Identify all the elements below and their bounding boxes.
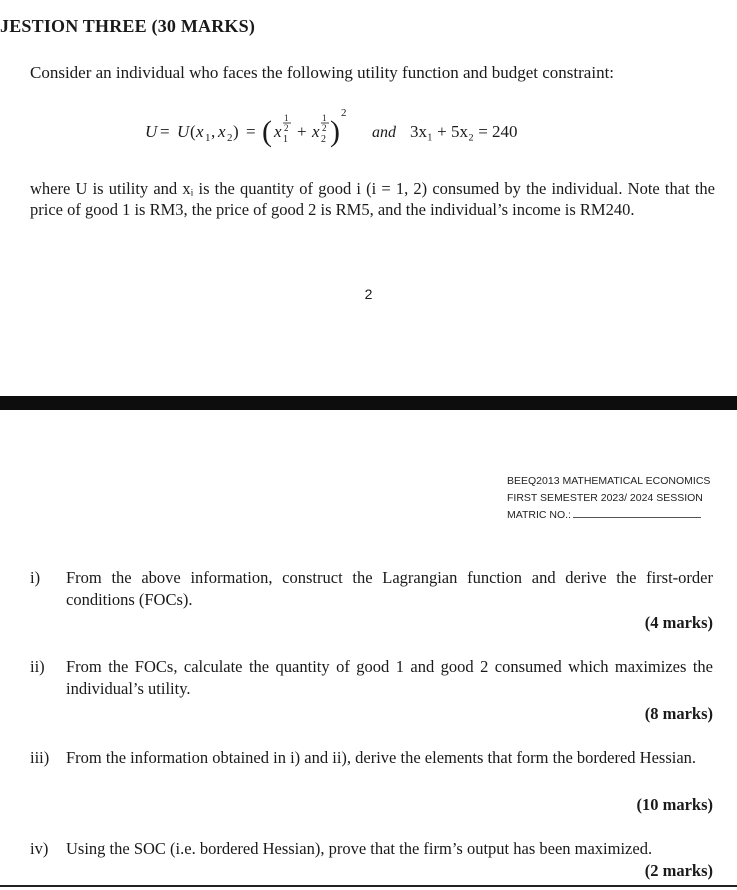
marks-iv: (2 marks) [644, 861, 713, 880]
svg-text:1: 1 [205, 132, 211, 144]
svg-text:=: = [160, 122, 170, 141]
question-ii: ii) From the FOCs, calculate the quantity of good 1 and good 2 consumed which maximizes the individual’s utility. [30, 657, 713, 698]
svg-text:x: x [274, 122, 282, 141]
svg-text:x: x [218, 122, 226, 141]
svg-text:2: 2 [322, 123, 327, 133]
svg-text:(: ( [190, 122, 196, 141]
page-break-bar [0, 396, 737, 410]
svg-text:(: ( [262, 115, 272, 148]
budget-constraint: 3x₁ + 5x₂ = 240 [410, 122, 518, 141]
svg-text:1: 1 [284, 113, 289, 123]
svg-text:1: 1 [283, 134, 288, 145]
svg-text:2: 2 [284, 123, 289, 133]
svg-text:U: U [177, 122, 190, 141]
svg-text:,: , [211, 122, 216, 141]
utility-budget-formula [0, 102, 737, 162]
svg-text:=: = [246, 122, 256, 141]
question-i: i) From the above information, construct the Lagrangian function and derive the first-order conditions (FOCs). [30, 568, 713, 609]
svg-text:): ) [233, 122, 239, 141]
course-code: BEEQ2013 MATHEMATICAL ECONOMICS [507, 475, 711, 487]
svg-text:U: U [145, 122, 158, 141]
formula-and: and [372, 124, 396, 141]
page-number: 2 [364, 286, 373, 302]
matric-no: MATRIC NO.: [507, 507, 710, 524]
svg-text:+: + [297, 122, 307, 141]
description-paragraph: where U is utility and xᵢ is the quantity of good i (i = 1, 2) consumed by the individual. Note that the price of good 1 is RM3, the price of good 2 is RM5, and the individual’s income is RM240. [30, 179, 715, 219]
marks-i: (4 marks) [644, 613, 713, 632]
svg-text:x: x [196, 122, 204, 141]
svg-text:2: 2 [321, 134, 326, 145]
question-iv: iv) Using the SOC (i.e. bordered Hessian), prove that the firm’s output has been maximized. [30, 839, 653, 858]
question-iii: iii) From the information obtained in i) and ii), derive the elements that form the bordered Hessian. [30, 748, 697, 767]
semester: FIRST SEMESTER 2023/ 2024 SESSION [507, 492, 703, 504]
svg-text:): ) [330, 115, 340, 148]
matric-line [573, 508, 701, 518]
intro-text: Consider an individual who faces the following utility function and budget constraint: [30, 63, 615, 82]
page-header [507, 473, 710, 524]
marks-ii: (8 marks) [644, 704, 713, 723]
svg-text:1: 1 [322, 113, 327, 123]
svg-text:2: 2 [227, 132, 233, 144]
svg-text:x: x [312, 122, 320, 141]
question-heading: JESTION THREE (30 MARKS) [0, 16, 256, 36]
svg-text:2: 2 [341, 107, 347, 119]
marks-iii: (10 marks) [636, 795, 713, 814]
bottom-rule [0, 885, 737, 887]
